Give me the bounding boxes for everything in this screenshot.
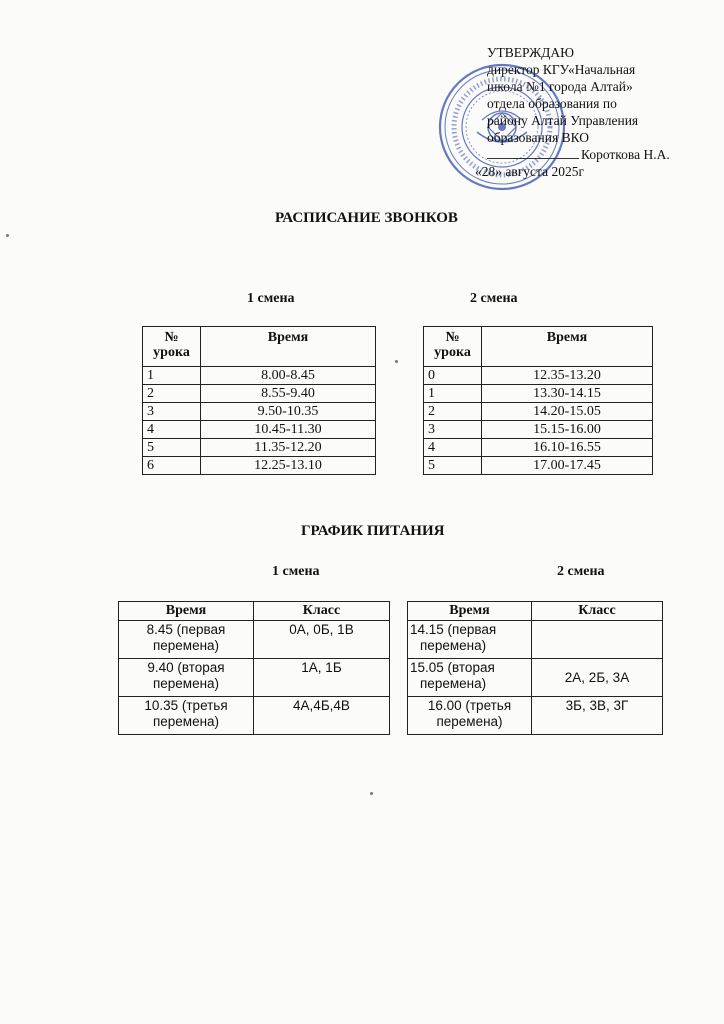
meal-time-line2: перемена) [436, 714, 503, 729]
meal-shift1-label: 1 смена [272, 564, 320, 579]
approval-school: школа №1 города Алтай» [487, 79, 633, 94]
approval-block [475, 44, 717, 180]
table-row [143, 385, 376, 403]
lesson-time: 17.00-17.45 [482, 457, 653, 475]
meal-time-line1: 16.00 (третья [427, 698, 512, 713]
approval-org: образования ВКО [487, 130, 590, 145]
meal-shift2-label: 2 смена [557, 564, 605, 579]
lesson-time: 12.35-13.20 [482, 367, 653, 385]
meal-time [119, 659, 254, 697]
table-row [143, 457, 376, 475]
table-row [143, 367, 376, 385]
meal-time-line2: перемена) [152, 714, 220, 729]
table-row [424, 403, 653, 421]
col-header-class: Класс [254, 602, 390, 621]
table-row [143, 421, 376, 439]
table-row [119, 697, 390, 735]
col-header-time: Время [119, 602, 254, 621]
meal-time-line2: перемена) [420, 676, 487, 691]
table-row [424, 367, 653, 385]
meal-table-shift2 [407, 601, 663, 735]
table-row [143, 403, 376, 421]
meal-time [408, 659, 532, 697]
scan-speck [6, 234, 9, 237]
bell-shift2-label: 2 смена [470, 291, 518, 306]
bell-shift1-label: 1 смена [247, 291, 295, 306]
table-row [424, 457, 653, 475]
meal-classes: 4А,4Б,4В [254, 697, 390, 735]
table-row [408, 621, 663, 659]
approval-position: директор КГУ«Начальная [487, 62, 636, 77]
meal-schedule-title: ГРАФИК ПИТАНИЯ [301, 523, 445, 539]
col-header-class: Класс [532, 602, 663, 621]
lesson-time: 16.10-16.55 [482, 439, 653, 457]
lesson-time: 8.00-8.45 [201, 367, 376, 385]
lesson-num: 4 [143, 421, 201, 439]
lesson-time: 11.35-12.20 [201, 439, 376, 457]
table-header-row [424, 327, 653, 367]
bell-schedule-title: РАСПИСАНИЕ ЗВОНКОВ [275, 210, 458, 226]
table-row [408, 659, 663, 697]
lesson-num: 1 [143, 367, 201, 385]
col-header-num: № урока [424, 327, 482, 367]
meal-time-line1: 8.45 (первая [146, 622, 226, 637]
lesson-time: 13.30-14.15 [482, 385, 653, 403]
meal-classes: 1А, 1Б [254, 659, 390, 697]
table-header-row [119, 602, 390, 621]
meal-table-shift1 [118, 601, 390, 735]
table-header-row [408, 602, 663, 621]
table-row [119, 621, 390, 659]
lesson-num: 4 [424, 439, 482, 457]
meal-time [408, 621, 532, 659]
lesson-num: 2 [424, 403, 482, 421]
approval-title: УТВЕРЖДАЮ [487, 45, 575, 60]
table-row [143, 439, 376, 457]
lesson-num: 0 [424, 367, 482, 385]
col-header-num: № урока [143, 327, 201, 367]
meal-time-line1: 10.35 (третья [144, 698, 228, 713]
lesson-num: 6 [143, 457, 201, 475]
meal-time-line2: перемена) [420, 638, 487, 653]
table-row [408, 697, 663, 735]
col-header-time: Время [408, 602, 532, 621]
table-row [424, 439, 653, 457]
bell-table-shift2 [423, 326, 653, 475]
scan-speck [395, 360, 398, 363]
lesson-num: 1 [424, 385, 482, 403]
meal-time [119, 621, 254, 659]
meal-time [408, 697, 532, 735]
meal-time-line1: 14.15 (первая [410, 622, 497, 637]
meal-classes: 3Б, 3В, 3Г [532, 697, 663, 735]
meal-time [119, 697, 254, 735]
col-header-time: Время [201, 327, 376, 367]
table-row [424, 421, 653, 439]
lesson-time: 15.15-16.00 [482, 421, 653, 439]
approval-district: району Алтай Управления [487, 113, 639, 128]
approval-signer: Короткова Н.А. [581, 147, 670, 162]
lesson-num: 3 [424, 421, 482, 439]
table-header-row [143, 327, 376, 367]
meal-classes: 2А, 2Б, 3А [532, 659, 663, 697]
lesson-num: 5 [143, 439, 201, 457]
lesson-time: 10.45-11.30 [201, 421, 376, 439]
lesson-num: 5 [424, 457, 482, 475]
approval-signature-row [487, 146, 717, 163]
col-header-time: Время [482, 327, 653, 367]
meal-time-line2: перемена) [152, 676, 220, 691]
lesson-num: 3 [143, 403, 201, 421]
meal-time-line2: перемена) [152, 638, 220, 653]
lesson-time: 8.55-9.40 [201, 385, 376, 403]
lesson-time: 14.20-15.05 [482, 403, 653, 421]
meal-time-line1: 9.40 (вторая [147, 660, 225, 675]
signature-line [487, 158, 579, 159]
lesson-num: 2 [143, 385, 201, 403]
approval-dept: отдела образования по [487, 96, 617, 111]
lesson-time: 12.25-13.10 [201, 457, 376, 475]
lesson-time: 9.50-10.35 [201, 403, 376, 421]
meal-time-line1: 15.05 (вторая [410, 660, 495, 675]
meal-classes: 0А, 0Б, 1В [254, 621, 390, 659]
table-row [119, 659, 390, 697]
scan-speck [370, 792, 373, 795]
bell-table-shift1 [142, 326, 376, 475]
approval-date: «28» августа 2025г [475, 164, 584, 179]
meal-classes [532, 621, 663, 659]
table-row [424, 385, 653, 403]
